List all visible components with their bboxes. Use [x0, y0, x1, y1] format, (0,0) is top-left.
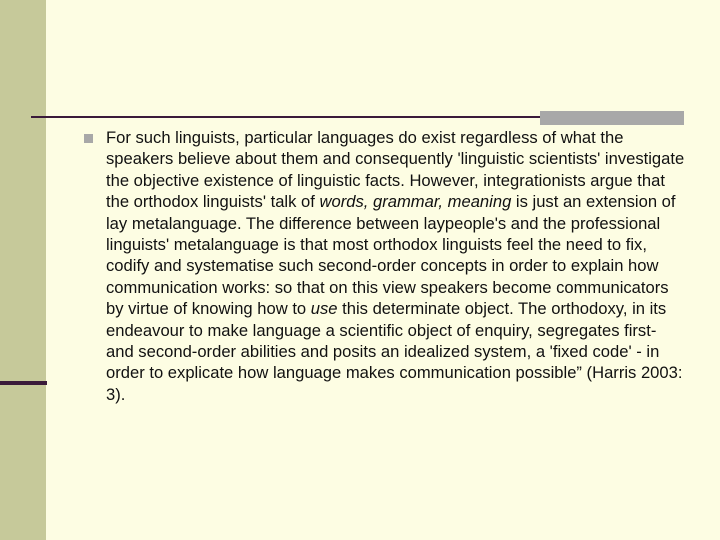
paragraph-italic-run: words, grammar, meaning	[319, 192, 512, 212]
bullet-item	[84, 127, 688, 405]
paragraph-italic-run: use	[310, 299, 338, 319]
slide-body	[84, 127, 688, 405]
paragraph-run: is just an extension of lay metalanguage. The difference between laypeople's and the professional linguists' metalanguage is that most orthodox linguists feel the need to fix, codify and systematise such second-order concepts in order to explain how communication works: so that on this view speakers become communicators by virtue of knowing how to	[106, 192, 676, 319]
square-bullet-icon	[84, 134, 93, 143]
left-sidebar-band	[0, 0, 46, 540]
paragraph-run: this determinate object. The orthodoxy, in its endeavour to make language a scientific object of enquiry, segregates first- and second-order abilities and posits an idealized system, a 'fixed code' - in order to explicate how language makes communication possible” (Harris 2003: 3).	[106, 299, 683, 404]
title-divider-accent	[540, 111, 684, 125]
sidebar-accent-line	[0, 381, 47, 385]
body-paragraph	[106, 127, 688, 405]
paragraph-run: For such linguists, particular languages do exist regardless of what the speakers believe about them and consequently 'linguistic scientists' investigate the objective existence of linguistic facts. However, integrationists argue that the orthodox linguists' talk of	[106, 128, 685, 212]
